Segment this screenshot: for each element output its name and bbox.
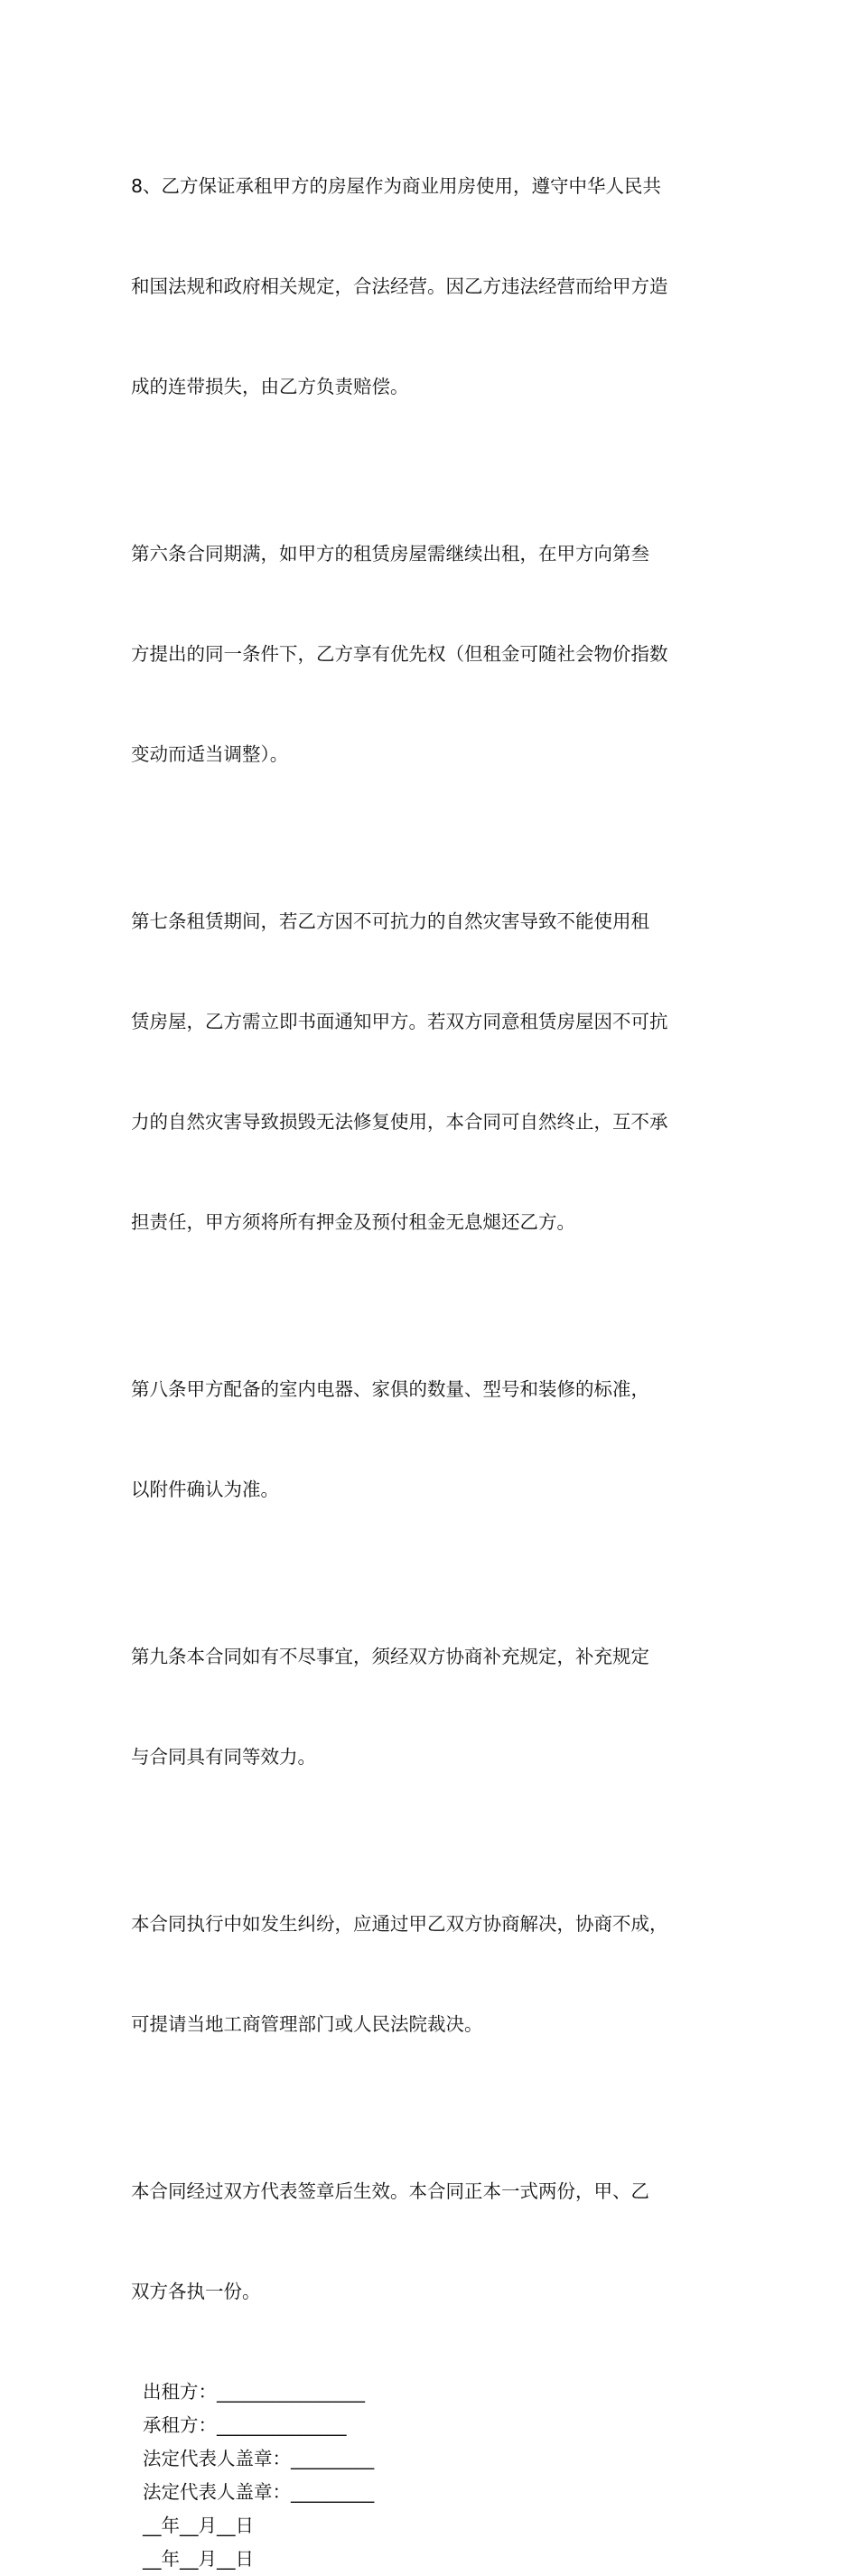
text-line: 方提出的同一条件下，乙方享有优先权（但租金可随社会物价指数 bbox=[131, 643, 668, 665]
lessee-signature-line: 承租方：______________ bbox=[131, 2414, 347, 2436]
effect-clause bbox=[131, 2108, 732, 2375]
text-line: 双方各执一份。 bbox=[131, 2281, 261, 2302]
text-line: 力的自然灾害导致损毁无法修复使用，本合同可自然终止，互不承 bbox=[131, 1111, 668, 1133]
lessor-signature-line: 出租方：________________ bbox=[131, 2381, 366, 2403]
text-line: 本合同执行中如发生纠纷，应通过甲乙双方协商解决，协商不成， bbox=[131, 1913, 668, 1935]
legal-rep-seal-line: 法定代表人盖章：_________ bbox=[131, 2481, 375, 2503]
article-9 bbox=[131, 1573, 732, 1841]
dispute-clause bbox=[131, 1841, 732, 2108]
text-line: 第九条本合同如有不尽事宜，须经双方协商补充规定，补充规定 bbox=[131, 1646, 649, 1667]
text-line: 可提请当地工商管理部门或人民法院裁决。 bbox=[131, 2013, 483, 2035]
text-line: 变动而适当调整）。 bbox=[131, 743, 289, 765]
article-6 bbox=[131, 471, 732, 838]
date-line: __年__月__日 bbox=[131, 2548, 255, 2570]
text-line: 第六条合同期满，如甲方的租赁房屋需继续出租，在甲方向第叁 bbox=[131, 543, 649, 565]
text-line: 成的连带损失，由乙方负责赔偿。 bbox=[131, 376, 409, 397]
text-line: 与合同具有同等效力。 bbox=[131, 1746, 316, 1768]
article-7 bbox=[131, 838, 732, 1306]
text-line: 赁房屋，乙方需立即书面通知甲方。若双方同意租赁房屋因不可抗 bbox=[131, 1011, 668, 1032]
text-line: 和国法规和政府相关规定，合法经营。因乙方违法经营而给甲方造 bbox=[131, 275, 668, 297]
text-line: 本合同经过双方代表签章后生效。本合同正本一式两份，甲、乙 bbox=[131, 2180, 649, 2202]
text-line: 担责任，甲方须将所有押金及预付租金无息煺还乙方。 bbox=[131, 1211, 575, 1233]
text-line: 8、乙方保证承租甲方的房屋作为商业用房使用，遵守中华人民共 bbox=[131, 175, 662, 197]
legal-rep-seal-line: 法定代表人盖章：_________ bbox=[131, 2448, 375, 2469]
article-8 bbox=[131, 1306, 732, 1573]
clause-8 bbox=[131, 103, 732, 471]
document-page bbox=[131, 103, 732, 2576]
text-line: 以附件确认为准。 bbox=[131, 1479, 279, 1500]
date-line: __年__月__日 bbox=[131, 2515, 255, 2536]
text-line: 第八条甲方配备的室内电器、家俱的数量、型号和装修的标准， bbox=[131, 1378, 649, 1400]
text-line: 第七条租赁期间，若乙方因不可抗力的自然灾害导致不能使用租 bbox=[131, 910, 649, 932]
